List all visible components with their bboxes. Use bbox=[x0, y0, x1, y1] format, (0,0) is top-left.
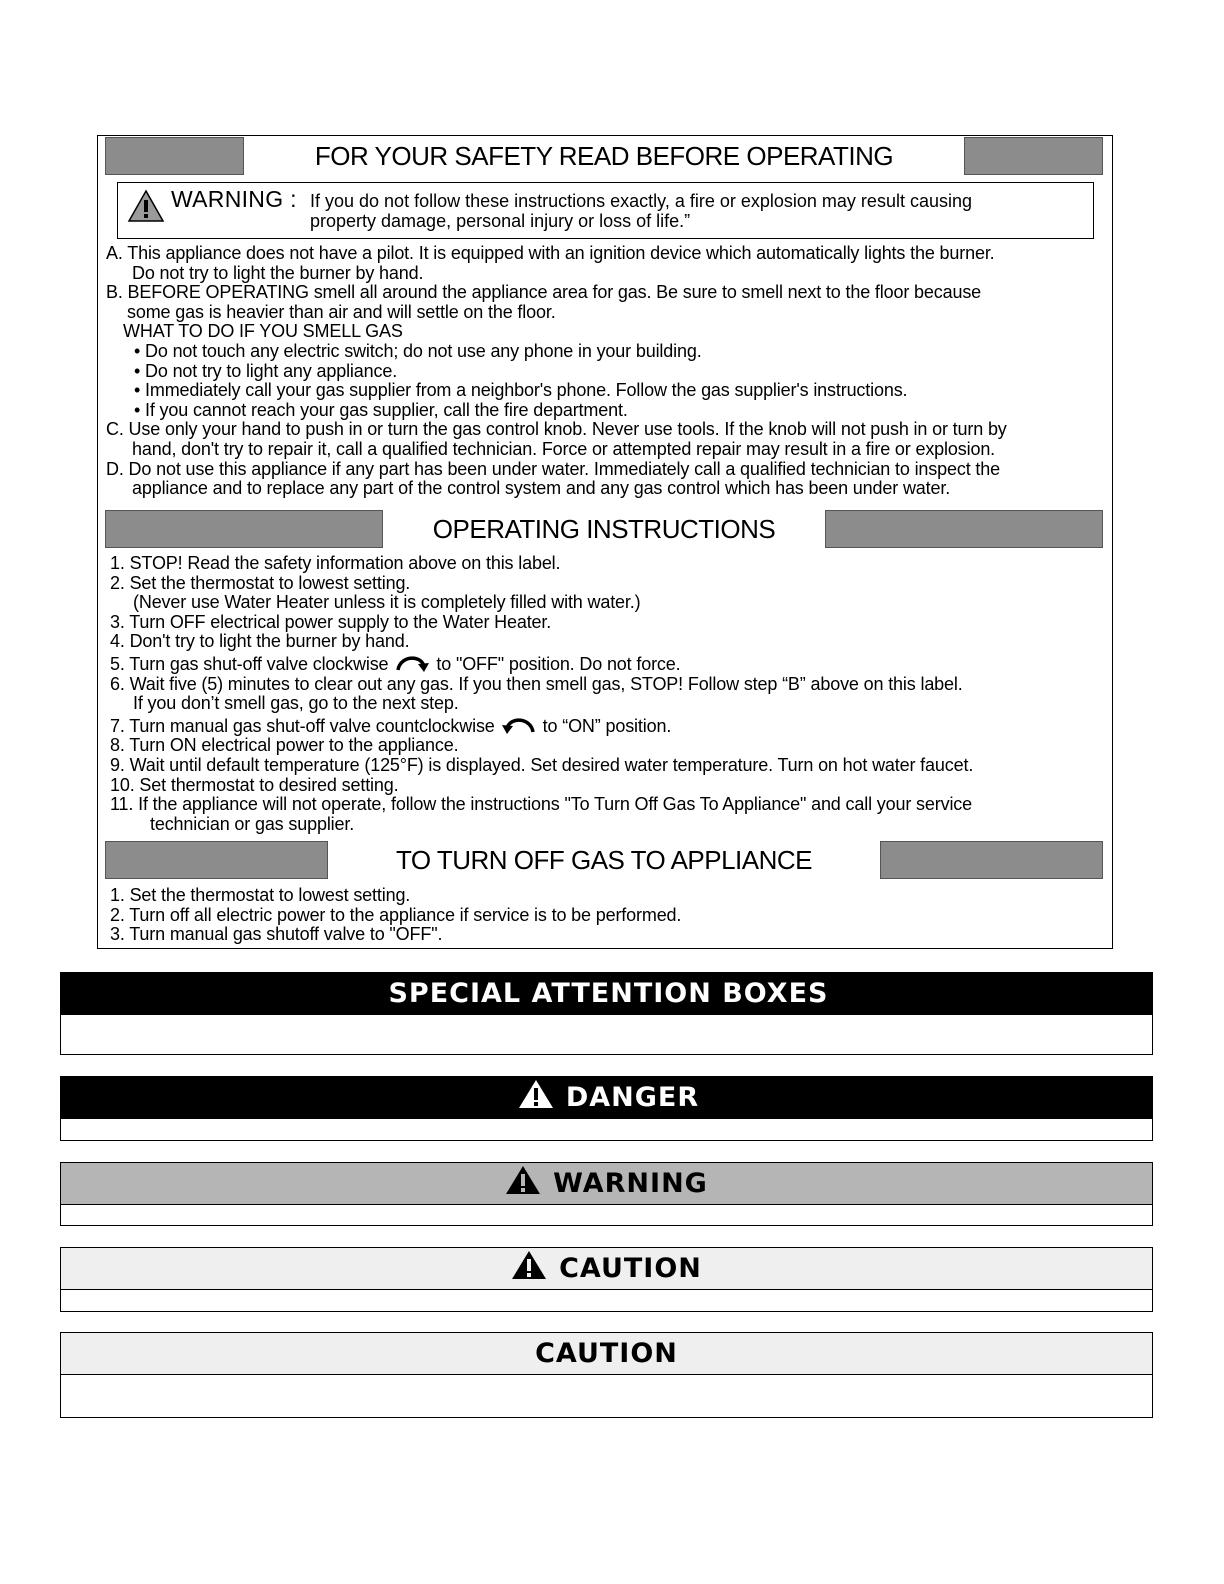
warning-header: WARNING bbox=[61, 1163, 1152, 1205]
operating-step: 11. If the appliance will not operate, follow the instructions "To Turn Off Gas To Appliance" and call your service bbox=[110, 794, 973, 815]
operating-step: 6. Wait five (5) minutes to clear out any gas. If you then smell gas, STOP! Follow step “B” above on this label. bbox=[110, 673, 963, 694]
warning-attention-box bbox=[60, 1162, 1153, 1226]
turn-off-header bbox=[105, 841, 1103, 879]
operating-step: 8. Turn ON electrical power to the appliance. bbox=[110, 735, 459, 756]
safety-line: • Do not touch any electric switch; do not use any phone in your building. bbox=[134, 340, 702, 361]
operating-step: 9. Wait until default temperature (125°F) is displayed. Set desired water temperature. Turn on hot water faucet. bbox=[110, 754, 974, 775]
warning-triangle-icon bbox=[127, 189, 165, 223]
operating-header bbox=[105, 510, 1103, 548]
special-attention-box bbox=[60, 972, 1153, 1055]
safety-line: • Do not try to light any appliance. bbox=[134, 360, 398, 381]
safety-line: Do not try to light the burner by hand. bbox=[132, 262, 424, 283]
operating-step: 3. Turn OFF electrical power supply to the Water Heater. bbox=[110, 611, 552, 632]
safety-line: C. Use only your hand to push in or turn the gas control knob. Never use tools. If the knob will not push in or turn by bbox=[106, 419, 1007, 440]
safety-line: • If you cannot reach your gas supplier, call the fire department. bbox=[134, 399, 628, 420]
operating-title: OPERATING INSTRUCTIONS bbox=[105, 510, 1103, 548]
operating-step: 10. Set thermostat to desired setting. bbox=[110, 774, 399, 795]
caution-icon-box bbox=[60, 1247, 1153, 1312]
operating-text bbox=[110, 554, 1104, 834]
safety-line: A. This appliance does not have a pilot. It is equipped with an ignition device which automatically lights the burner. bbox=[106, 243, 995, 263]
safety-line: • Immediately call your gas supplier from a neighbor's phone. Follow the gas supplier's instructions. bbox=[134, 380, 908, 401]
safety-line: some gas is heavier than air and will settle on the floor. bbox=[127, 301, 556, 322]
warning-triangle-icon bbox=[518, 1079, 554, 1109]
turn-off-step: 1. Set the thermostat to lowest setting. bbox=[110, 885, 411, 905]
operating-step: 1. STOP! Read the safety information above on this label. bbox=[110, 553, 561, 573]
caution-icon-header: CAUTION bbox=[61, 1248, 1152, 1290]
operating-step: 5. Turn gas shut-off valve clockwise to "OFF" position. Do not force. bbox=[110, 653, 681, 674]
operating-step: 2. Set the thermostat to lowest setting. bbox=[110, 572, 411, 593]
clockwise-arrow-icon bbox=[394, 652, 430, 672]
counterclockwise-arrow-icon bbox=[501, 714, 537, 734]
caution-plain-box bbox=[60, 1332, 1153, 1418]
operating-step: (Never use Water Heater unless it is completely filled with water.) bbox=[133, 592, 641, 613]
safety-line: B. BEFORE OPERATING smell all around the appliance area for gas. Be sure to smell next to the floor because bbox=[106, 282, 982, 303]
operating-step: technician or gas supplier. bbox=[150, 813, 355, 834]
safety-line: hand, don't try to repair it, call a qualified technician. Force or attempted repair may result in a fire or explosion. bbox=[132, 438, 996, 459]
warning-box bbox=[117, 182, 1094, 239]
warning-triangle-icon bbox=[505, 1165, 541, 1195]
operating-step: 4. Don't try to light the burner by hand. bbox=[110, 631, 410, 652]
safety-line: WHAT TO DO IF YOU SMELL GAS bbox=[123, 321, 403, 342]
safety-title: FOR YOUR SAFETY READ BEFORE OPERATING bbox=[105, 137, 1103, 175]
operating-step: If you don’t smell gas, go to the next step. bbox=[133, 693, 459, 714]
warning-message: If you do not follow these instructions exactly, a fire or explosion may result causing property damage, personal injury or loss of life.” bbox=[310, 191, 972, 231]
operating-step: 7. Turn manual gas shut-off valve countclockwise to “ON” position. bbox=[110, 715, 672, 736]
turn-off-title: TO TURN OFF GAS TO APPLIANCE bbox=[105, 841, 1103, 879]
safety-line: appliance and to replace any part of the control system and any gas control which has been under water. bbox=[132, 478, 951, 499]
danger-box bbox=[60, 1076, 1153, 1141]
safety-line: D. Do not use this appliance if any part has been under water. Immediately call a qualified technician to inspect the bbox=[106, 458, 1000, 479]
warning-word: WARNING : bbox=[171, 186, 297, 212]
warning-triangle-icon bbox=[511, 1250, 547, 1280]
special-attention-title: SPECIAL ATTENTION BOXES bbox=[61, 973, 1152, 1015]
caution-plain-header: CAUTION bbox=[61, 1333, 1152, 1375]
turn-off-text bbox=[110, 886, 1104, 945]
turn-off-step: 3. Turn manual gas shutoff valve to "OFF". bbox=[110, 924, 443, 945]
safety-label bbox=[97, 135, 1113, 949]
safety-header bbox=[105, 137, 1103, 175]
turn-off-step: 2. Turn off all electric power to the appliance if service is to be performed. bbox=[110, 904, 682, 925]
safety-text bbox=[106, 244, 1104, 499]
danger-header: DANGER bbox=[61, 1077, 1152, 1119]
